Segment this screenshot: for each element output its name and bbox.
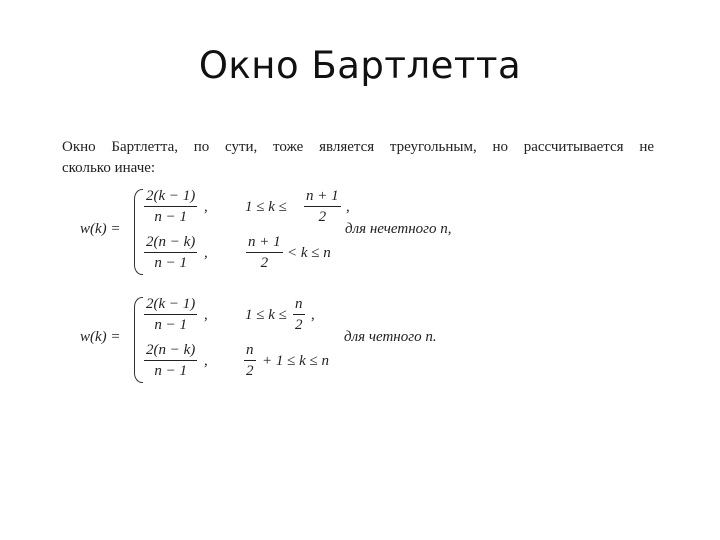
formula-odd-case1-denominator: n − 1 [154,209,187,225]
formula-odd-case1-fraction [144,187,197,226]
formula-even-case1-cond-numerator: n [295,296,303,312]
formula-even-case1-sep: , [204,307,208,323]
formula-odd-case1-numerator: 2(k − 1) [146,188,196,204]
formula-odd-lhs: w(k) = [80,221,121,237]
fraction-bar [304,206,341,207]
formula-odd-case1-cond-sep: , [346,199,350,215]
formula-even-case1-fraction [144,295,197,334]
formula-odd-brace [134,189,143,275]
formula-even-case1-denominator: n − 1 [154,317,187,333]
formula-even-case2-numerator: 2(n − k) [146,342,196,358]
formula-even-case2-cond-fraction [244,341,256,380]
formula-even-case1-cond-denominator: 2 [295,317,303,333]
intro-paragraph [62,137,662,179]
formula-even-brace [134,297,143,383]
fraction-bar [144,206,197,207]
formula-odd-case1-cond-left: 1 ≤ k ≤ [245,199,287,215]
formula-even-case2-cond-right: + 1 ≤ k ≤ n [262,353,329,369]
formula-odd-case2-sep: , [204,245,208,261]
formula-even-case2-denominator: n − 1 [154,363,187,379]
fraction-bar [144,314,197,315]
fraction-bar [293,314,305,315]
formula-odd-case1-cond-numerator: n + 1 [306,188,339,204]
formula-odd-case2-cond-fraction [246,233,283,272]
intro-line-1: Окно Бартлетта, по сути, тоже является треугольным, но рассчитывается не [62,139,654,155]
formula-even-case1-cond-fraction [293,295,305,334]
formula-even-case2-cond-denominator: 2 [246,363,254,379]
fraction-bar [144,360,197,361]
formula-odd-case2-denominator: n − 1 [154,255,187,271]
formula-odd-case2-cond-numerator: n + 1 [248,234,281,250]
formula-odd-case2-cond-right: < k ≤ n [287,245,331,261]
formula-even-case1-numerator: 2(k − 1) [146,296,196,312]
slide-title: Окно Бартлетта [198,44,522,87]
formula-even-case2-fraction [144,341,197,380]
formula-even-case1-cond-left: 1 ≤ k ≤ [245,307,287,323]
fraction-bar [246,252,283,253]
formula-odd-case1-cond-fraction [304,187,341,226]
fraction-bar [244,360,256,361]
formula-odd-case2-fraction [144,233,197,272]
formula-odd-case1-sep: , [204,199,208,215]
formula-even-qualifier: для четного n. [344,329,437,345]
formula-odd-case2-numerator: 2(n − k) [146,234,196,250]
formula-even-case2-sep: , [204,353,208,369]
formula-odd-case2-cond-denominator: 2 [260,255,269,271]
formula-even-case2-cond-numerator: n [246,342,254,358]
formula-even-lhs: w(k) = [80,329,121,345]
fraction-bar [144,252,197,253]
formula-even-case1-cond-sep: , [311,307,315,323]
formula-odd-qualifier: для нечетного n, [345,221,452,237]
formula-odd-case1-cond-denominator: 2 [318,209,327,225]
intro-line-2: сколько иначе: [62,160,156,176]
